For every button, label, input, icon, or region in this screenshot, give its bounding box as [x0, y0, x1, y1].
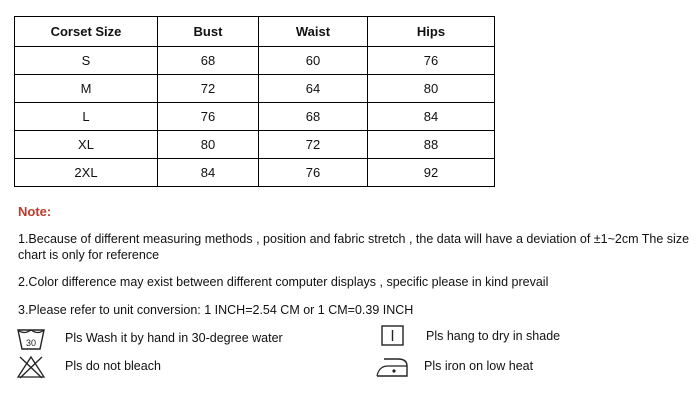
- note-unit-conversion: 3.Please refer to unit conversion: 1 INCH=2.54 CM or 1 CM=0.39 INCH: [18, 303, 414, 317]
- cell-size: L: [15, 103, 158, 131]
- note-color-difference: 2.Color difference may exist between different computer displays , specific please in kind prevail: [18, 275, 549, 289]
- size-chart-table: [14, 16, 495, 187]
- table-row: [15, 131, 495, 159]
- wash-temperature: 30: [25, 338, 37, 348]
- cell-waist: 60: [259, 47, 368, 75]
- header-hips: Hips: [368, 17, 495, 47]
- cell-hips: 80: [368, 75, 495, 103]
- table-row: [15, 47, 495, 75]
- header-corset-size: Corset Size: [15, 17, 158, 47]
- cell-bust: 72: [158, 75, 259, 103]
- care-wash: [16, 326, 316, 352]
- cell-waist: 72: [259, 131, 368, 159]
- cell-hips: 76: [368, 47, 495, 75]
- cell-bust: 76: [158, 103, 259, 131]
- care-iron: [374, 354, 674, 380]
- care-hang: [380, 324, 680, 350]
- cell-waist: 68: [259, 103, 368, 131]
- cell-size: 2XL: [15, 159, 158, 187]
- cell-size: XL: [15, 131, 158, 159]
- cell-bust: 80: [158, 131, 259, 159]
- care-iron-text: Pls iron on low heat: [424, 359, 534, 373]
- cell-bust: 68: [158, 47, 259, 75]
- note-title: Note:: [18, 204, 52, 219]
- header-waist: Waist: [259, 17, 368, 47]
- cell-hips: 88: [368, 131, 495, 159]
- header-bust: Bust: [158, 17, 259, 47]
- iron-low-heat-icon: [374, 354, 410, 385]
- table-row: [15, 75, 495, 103]
- care-bleach: [16, 354, 316, 380]
- cell-hips: 92: [368, 159, 495, 187]
- care-wash-text: Pls Wash it by hand in 30-degree water: [65, 331, 283, 345]
- care-hang-text: Pls hang to dry in shade: [426, 329, 561, 343]
- table-header-row: [15, 17, 495, 47]
- cell-hips: 84: [368, 103, 495, 131]
- hand-wash-30-icon: [16, 326, 46, 357]
- table-row: [15, 103, 495, 131]
- cell-size: M: [15, 75, 158, 103]
- care-bleach-text: Pls do not bleach: [65, 359, 161, 373]
- cell-waist: 64: [259, 75, 368, 103]
- cell-bust: 84: [158, 159, 259, 187]
- hang-dry-shade-icon: [380, 324, 406, 353]
- note-deviation: 1.Because of different measuring methods , position and fabric stretch , the data will have a deviation of ±1~2cm The size chart is only for reference: [18, 232, 690, 262]
- table-row: [15, 159, 495, 187]
- do-not-bleach-icon: [16, 354, 46, 385]
- cell-waist: 76: [259, 159, 368, 187]
- cell-size: S: [15, 47, 158, 75]
